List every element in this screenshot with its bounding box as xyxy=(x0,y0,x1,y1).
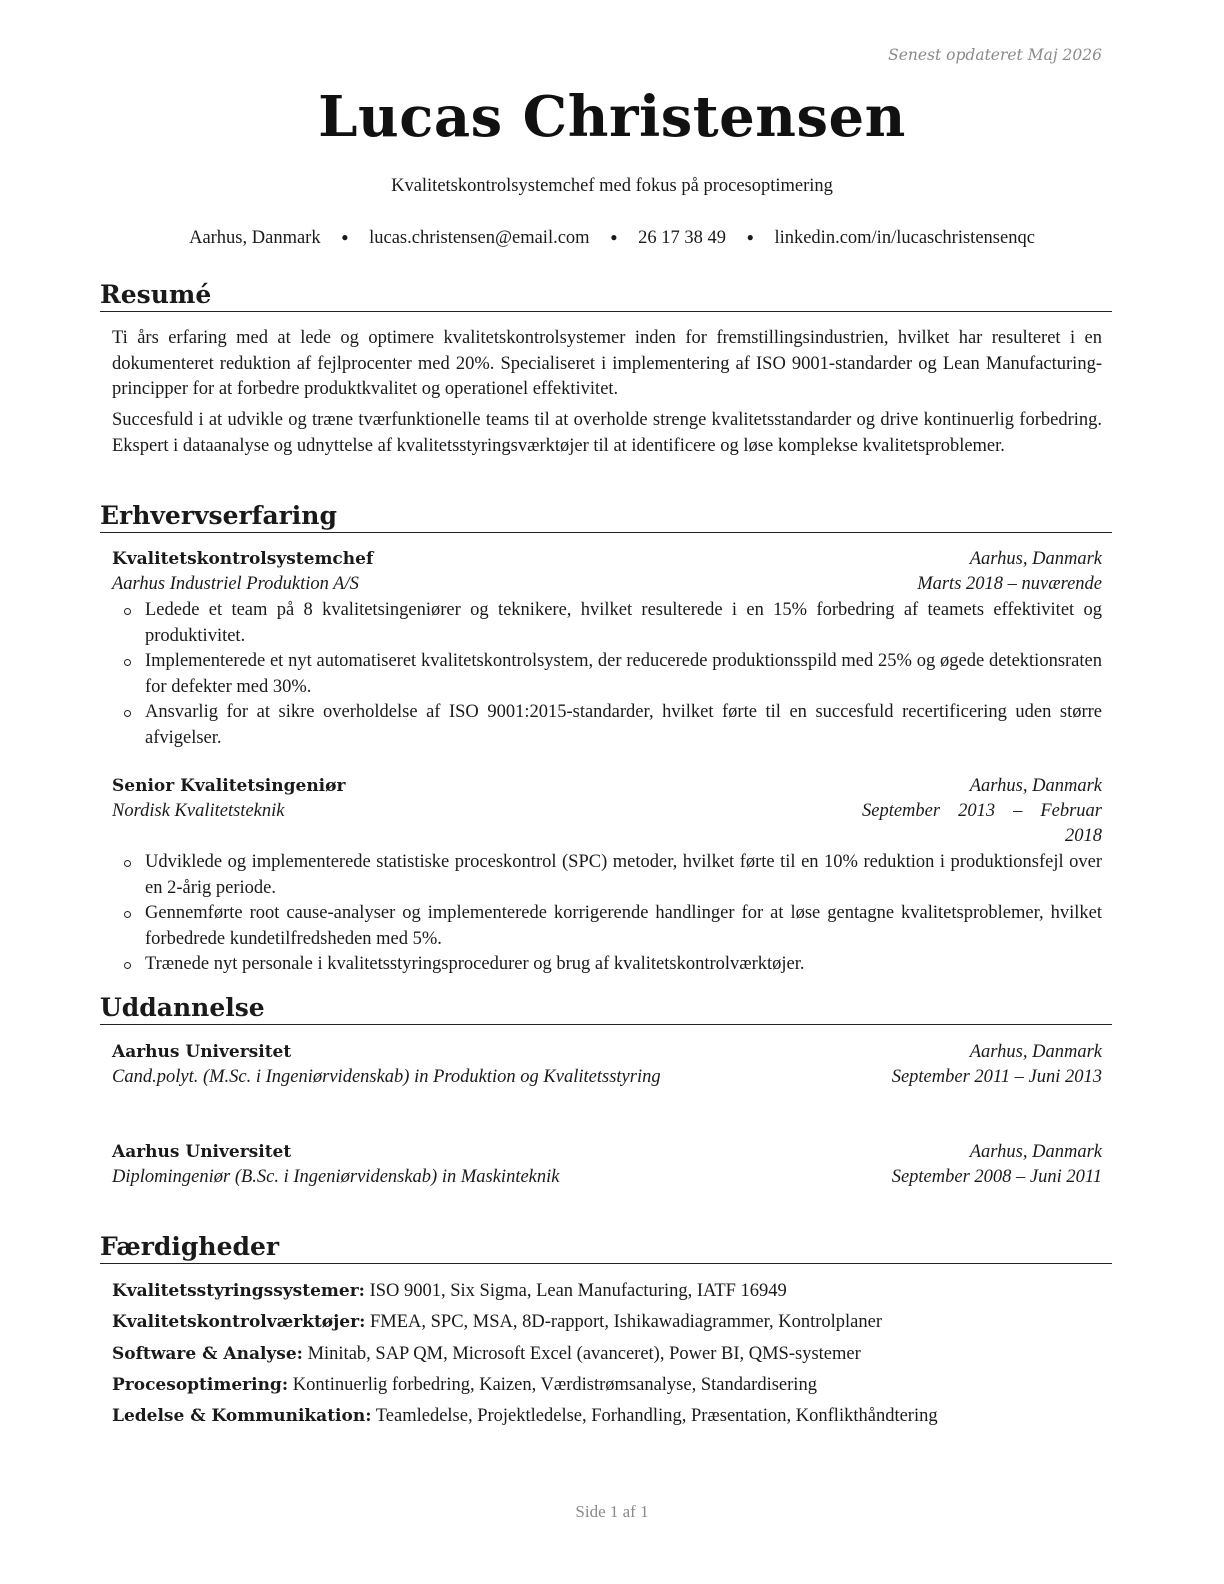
skill-label: Procesoptimering: xyxy=(112,1375,289,1395)
circle-bullet-icon xyxy=(124,659,131,666)
contact-phone: 26 17 38 49 xyxy=(638,228,726,248)
job-company: Nordisk Kvalitetsteknik xyxy=(112,801,285,821)
separator-bullet: ● xyxy=(610,230,618,244)
skill-value: FMEA, SPC, MSA, 8D-rapport, Ishikawadiagrammer, Kontrolplaner xyxy=(369,1312,883,1332)
school-name: Aarhus Universitet xyxy=(112,1142,292,1162)
job-title: Kvalitetskontrolsystemchef xyxy=(112,549,374,569)
page-number: Side 1 af 1 xyxy=(575,1502,649,1521)
job-company: Aarhus Industriel Produktion A/S xyxy=(112,574,359,594)
circle-bullet-icon xyxy=(124,710,131,717)
skill-value: Teamledelse, Projektledelse, Forhandling, Præsentation, Konflikthåndtering xyxy=(375,1406,938,1426)
contact-line xyxy=(0,228,1224,249)
section-title-experience: Erhvervserfaring xyxy=(100,501,1112,533)
skill-row xyxy=(112,1373,1102,1398)
circle-bullet-icon xyxy=(124,860,131,867)
degree: Cand.polyt. (M.Sc. i Ingeniørvidenskab) in Produktion og Kvalitetsstyring xyxy=(112,1067,661,1087)
skill-value: Minitab, SAP QM, Microsoft Excel (avanceret), Power BI, QMS-systemer xyxy=(307,1344,861,1364)
job-dates: September 2013 – Februar 2018 xyxy=(862,801,1102,846)
candidate-name: Lucas Christensen xyxy=(318,84,906,150)
summary-paragraph: Ti års erfaring med at lede og optimere kvalitetskontrolsystemer inden for fremstillingsindustrien, hvilket har resulteret i en dokumenteret reduktion af fejlprocenter med 20%. Specialiseret i implementering af ISO 9001-standarder og Lean Manufacturing-principper for at forbedre produktkvalitet og operationel effektivitet. xyxy=(112,328,1102,399)
list-item: Gennemførte root cause-analyser og implementerede korrigerende handlinger for at løse gentagne kvalitetsproblemer, hvilket forbedrede kundetilfredsheden med 5%. xyxy=(112,901,1102,952)
education-dates: September 2008 – Juni 2011 xyxy=(891,1167,1102,1187)
skill-row xyxy=(112,1310,1102,1335)
list-item: Ledede et team på 8 kvalitetsingeniører og teknikere, hvilket resulterede i en 15% forbedring af teamets effektivitet og produktivitet. xyxy=(112,598,1102,649)
section-title-education: Uddannelse xyxy=(100,993,1112,1025)
contact-email[interactable]: lucas.christensen@email.com xyxy=(369,228,590,248)
skill-label: Ledelse & Kommunikation: xyxy=(112,1406,372,1426)
contact-linkedin[interactable]: linkedin.com/in/lucaschristensenqc xyxy=(774,228,1035,248)
section-title-summary: Resumé xyxy=(100,280,1112,312)
separator-bullet: ● xyxy=(341,230,349,244)
education-dates: September 2011 – Juni 2013 xyxy=(891,1067,1102,1087)
skill-row xyxy=(112,1279,1102,1304)
tagline: Kvalitetskontrolsystemchef med fokus på procesoptimering xyxy=(391,176,833,196)
school-location: Aarhus, Danmark xyxy=(969,1142,1102,1162)
job-location: Aarhus, Danmark xyxy=(969,776,1102,796)
list-item: Ansvarlig for at sikre overholdelse af ISO 9001:2015-standarder, hvilket førte til en succesfuld recertificering uden større afvigelser. xyxy=(112,700,1102,751)
skill-value: ISO 9001, Six Sigma, Lean Manufacturing, IATF 16949 xyxy=(369,1281,787,1301)
education-subheader xyxy=(112,1165,1102,1215)
circle-bullet-icon xyxy=(124,962,131,969)
job-subheader xyxy=(112,572,1102,597)
skill-row xyxy=(112,1342,1102,1367)
school-location: Aarhus, Danmark xyxy=(969,1042,1102,1062)
job-subheader xyxy=(112,799,1102,849)
job-dates: Marts 2018 – nuværende xyxy=(917,574,1102,594)
job-bullets xyxy=(112,598,1102,751)
job-header xyxy=(112,547,1102,572)
skill-label: Kvalitetskontrolværktøjer: xyxy=(112,1312,366,1332)
last-updated-note: Senest opdateret Maj 2026 xyxy=(888,46,1102,64)
school-name: Aarhus Universitet xyxy=(112,1042,292,1062)
education-header xyxy=(112,1140,1102,1165)
degree: Diplomingeniør (B.Sc. i Ingeniørvidenskab) in Maskinteknik xyxy=(112,1167,560,1187)
skill-label: Software & Analyse: xyxy=(112,1344,303,1364)
education-subheader xyxy=(112,1065,1102,1115)
circle-bullet-icon xyxy=(124,608,131,615)
section-title-skills: Færdigheder xyxy=(100,1232,1112,1264)
separator-bullet: ● xyxy=(746,230,754,244)
job-header xyxy=(112,774,1102,799)
skill-label: Kvalitetsstyringssystemer: xyxy=(112,1281,365,1301)
skill-row xyxy=(112,1404,1102,1429)
skill-value: Kontinuerlig forbedring, Kaizen, Værdistrømsanalyse, Standardisering xyxy=(292,1375,817,1395)
list-item: Trænede nyt personale i kvalitetsstyringsprocedurer og brug af kvalitetskontrolværktøjer. xyxy=(112,952,1102,978)
job-title: Senior Kvalitetsingeniør xyxy=(112,776,346,796)
circle-bullet-icon xyxy=(124,911,131,918)
list-item: Udviklede og implementerede statistiske proceskontrol (SPC) metoder, hvilket førte til en 10% reduktion i produktionsfejl over en 2-årig periode. xyxy=(112,850,1102,901)
summary-paragraph: Succesfuld i at udvikle og træne tværfunktionelle teams til at overholde strenge kvalitetsstandarder og drive kontinuerlig forbedring. Ekspert i dataanalyse og udnyttelse af kvalitetsstyringsværktøjer til at identificere og løse komplekse kvalitetsproblemer. xyxy=(112,410,1102,456)
job-location: Aarhus, Danmark xyxy=(969,549,1102,569)
job-bullets xyxy=(112,850,1102,978)
list-item: Implementerede et nyt automatiseret kvalitetskontrolsystem, der reducerede produktionsspild med 25% og øgede detektionsraten for defekter med 30%. xyxy=(112,649,1102,700)
contact-location: Aarhus, Danmark xyxy=(189,228,321,248)
education-header xyxy=(112,1040,1102,1065)
